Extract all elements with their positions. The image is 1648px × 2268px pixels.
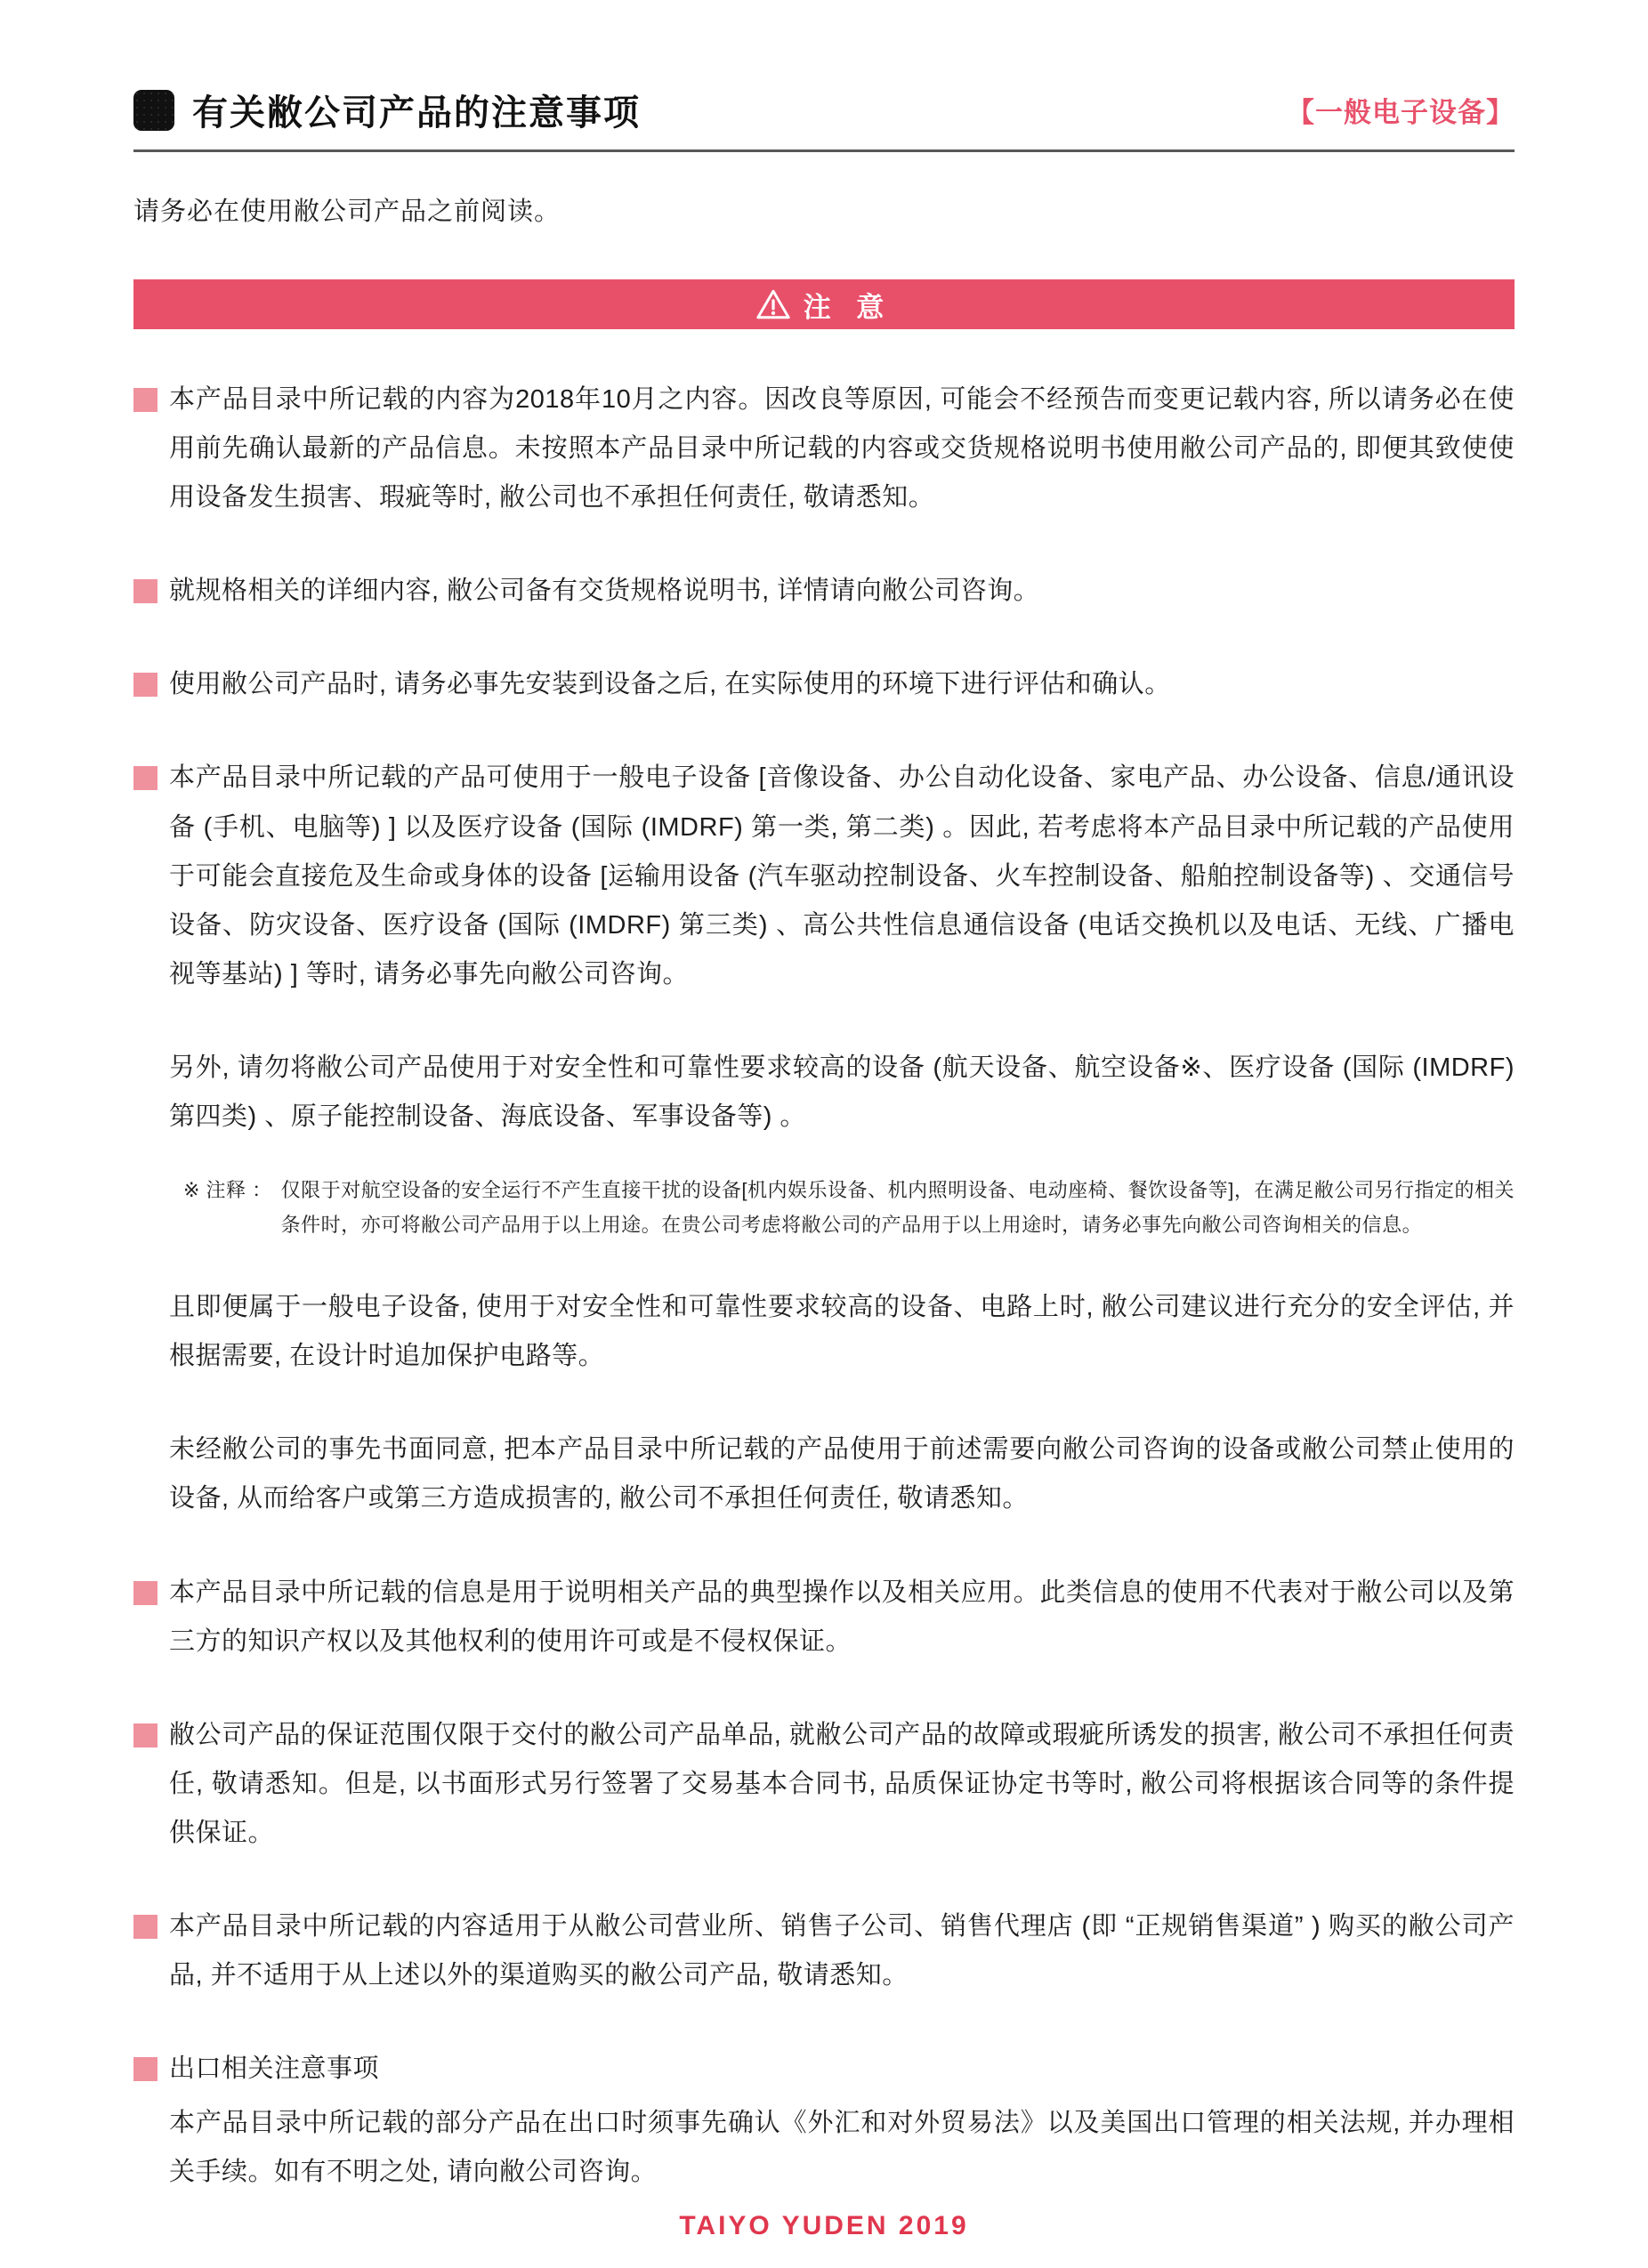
bullet-square-icon — [133, 766, 158, 790]
bullet-square-icon — [133, 673, 158, 697]
page-title: 有关敝公司产品的注意事项 — [192, 93, 641, 133]
page-footer — [0, 2211, 1648, 2241]
bullet-square-icon — [133, 1581, 158, 1605]
paragraph-text: 未经敝公司的事先书面同意, 把本产品目录中所记载的产品使用于前述需要向敝公司咨询的设备或敝公司禁止使用的设备, 从而给客户或第三方造成损害的, 敝公司不承担任何责任, 敬请悉知。 — [169, 1435, 1515, 1513]
page-header — [133, 85, 1515, 135]
bullet-square-icon — [133, 388, 158, 412]
paragraph-text: 使用敝公司产品时, 请务必事先安装到设备之后, 在实际使用的环境下进行评估和确认。 — [169, 670, 1171, 699]
taiyo-yuden-logo: TAIYO YUDEN 2019 — [679, 2211, 969, 2240]
paragraph-list — [133, 375, 1515, 2197]
bullet-square-icon — [133, 1915, 158, 1939]
paragraph-text: 本产品目录中所记载的内容适用于从敝公司营业所、销售子公司、销售代理店 (即 “正规销售渠道” ) 购买的敝公司产品, 并不适用于从上述以外的渠道购买的敝公司产品, 敬请悉知。 — [169, 1911, 1515, 1990]
header-rule — [133, 149, 1515, 152]
caution-banner-label: 注 意 — [803, 291, 893, 323]
bullet-paragraph — [133, 375, 1515, 522]
paragraph-text: 另外, 请勿将敝公司产品使用于对安全性和可靠性要求较高的设备 (航天设备、航空设备※、医疗设备 (国际 (IMDRF) 第四类) 、原子能控制设备、海底设备、军事设备等) 。 — [169, 1053, 1515, 1132]
paragraph — [133, 1283, 1515, 1381]
bullet-square-icon — [133, 2057, 158, 2081]
intro-text: 请务必在使用敝公司产品之前阅读。 — [133, 198, 561, 226]
paragraph-text: 敝公司产品的保证范围仅限于交付的敝公司产品单品, 就敝公司产品的故障或瑕疵所诱发的损害, 敝公司不承担任何责任, 敬请悉知。但是, 以书面形式另行签署了交易基本合同书, 品质保证协定书等时, 敝公司将根据该合同等的条件提供保证。 — [169, 1720, 1515, 1847]
caution-banner — [133, 279, 1515, 329]
bullet-paragraph — [133, 1902, 1515, 2000]
halftone-square-icon — [133, 90, 174, 131]
bullet-square-icon — [133, 579, 158, 603]
paragraph-text: 本产品目录中所记载的产品可使用于一般电子设备 [音像设备、办公自动化设备、家电产品、办公设备、信息/通讯设备 (手机、电脑等) ] 以及医疗设备 (国际 (IMDRF) 第一类, 第二类) 。因此, 若考虑将本产品目录中所记载的产品使用于可能会直接危及生命或身体的设备 [运输用设备 (汽车驱动控制设备、火车控制设备、船舶控制设备等) 、交通信号设备、防灾设备、医疗设备 (国际 (IMDRF) 第三类) 、高公共性信息通信设备 (电话交换机以及电话、无线、广播电视等基站) ] 等时, 请务必事先向敝公司咨询。 — [169, 763, 1515, 989]
header-category-label: 【一般电子设备】 — [1287, 97, 1515, 128]
bullet-square-icon — [133, 1723, 158, 1747]
note-paragraph — [133, 1174, 1515, 1242]
paragraph-text: 且即便属于一般电子设备, 使用于对安全性和可靠性要求较高的设备、电路上时, 敝公司建议进行充分的安全评估, 并根据需要, 在设计时追加保护电路等。 — [169, 1293, 1515, 1371]
paragraph-text: 出口相关注意事项 — [169, 2054, 380, 2084]
paragraph — [133, 1044, 1515, 1142]
note-label: ※ 注释 ： — [183, 1179, 272, 1202]
bullet-paragraph — [133, 567, 1515, 616]
paragraph-text: 就规格相关的详细内容, 敝公司备有交货规格说明书, 详情请向敝公司咨询。 — [169, 577, 1040, 606]
paragraph — [133, 2099, 1515, 2197]
paragraph-text: 仅限于对航空设备的安全运行不产生直接干扰的设备[机内娱乐设备、机内照明设备、电动座椅、餐饮设备等]，在满足敝公司另行指定的相关条件时，亦可将敝公司产品用于以上用途。在贵公司考虑将敝公司的产品用于以上用途时，请务必事先向敝公司咨询相关的信息。 — [280, 1179, 1515, 1236]
warning-triangle-icon — [755, 288, 791, 320]
paragraph — [133, 1425, 1515, 1523]
bullet-paragraph — [133, 660, 1515, 709]
bullet-paragraph — [133, 2045, 1515, 2094]
paragraph-text: 本产品目录中所记载的部分产品在出口时须事先确认《外汇和对外贸易法》以及美国出口管理的相关法规, 并办理相关手续。如有不明之处, 请向敝公司咨询。 — [169, 2109, 1515, 2187]
paragraph-text: 本产品目录中所记载的信息是用于说明相关产品的典型操作以及相关应用。此类信息的使用不代表对于敝公司以及第三方的知识产权以及其他权利的使用许可或是不侵权保证。 — [169, 1578, 1515, 1656]
bullet-paragraph — [133, 754, 1515, 998]
bullet-paragraph — [133, 1711, 1515, 1858]
bullet-paragraph — [133, 1569, 1515, 1667]
paragraph-text: 本产品目录中所记载的内容为2018年10月之内容。因改良等原因, 可能会不经预告而变更记载内容, 所以请务必在使用前先确认最新的产品信息。未按照本产品目录中所记载的内容或交货规格说明书使用敝公司产品的, 即便其致使使用设备发生损害、瑕疵等时, 敝公司也不承担任何责任, 敬请悉知。 — [169, 385, 1515, 513]
